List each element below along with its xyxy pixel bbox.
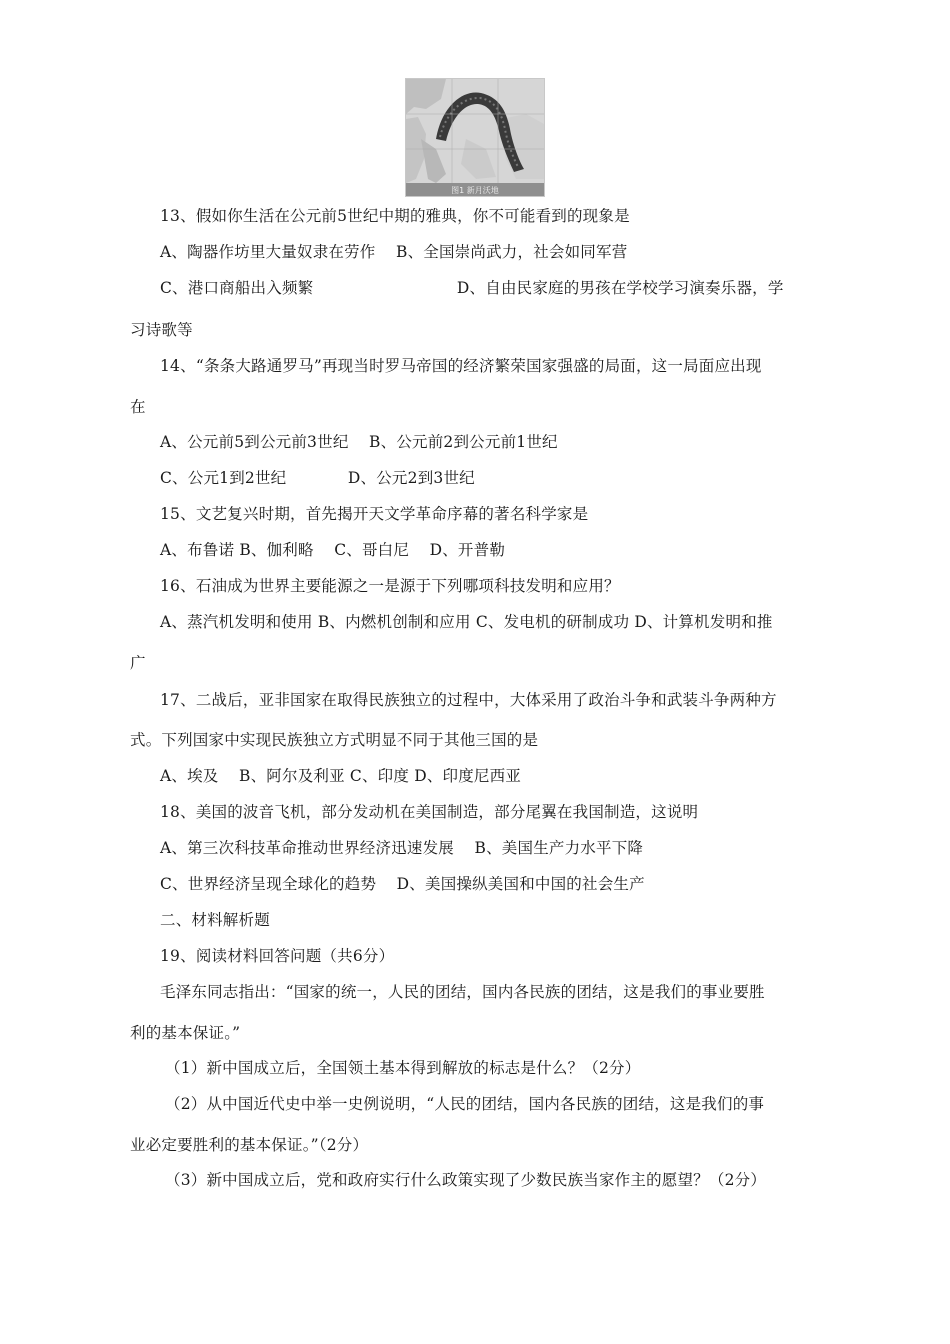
- q14-options-cd: C、公元1到2世纪 D、公元2到3世纪: [160, 469, 475, 487]
- material-quote: 毛泽东同志指出：“国家的统一，人民的团结，国内各民族的团结，这是我们的事业要胜: [160, 983, 765, 1001]
- question-19: 19、阅读材料回答问题（共6分）: [160, 947, 395, 965]
- q15-options: A、布鲁诺 B、伽利略 C、哥白尼 D、开普勒: [160, 541, 506, 559]
- q19-sub-3: （3）新中国成立后，党和政府实行什么政策实现了少数民族当家作主的愿望？（2分）: [165, 1171, 767, 1189]
- question-14: 14、“条条大路通罗马”再现当时罗马帝国的经济繁荣国家强盛的局面，这一局面应出现: [160, 357, 762, 375]
- fertile-crescent-map-figure: [405, 78, 545, 197]
- q19-sub-2: （2）从中国近代史中举一史例说明，“人民的团结，国内各民族的团结，这是我们的事: [165, 1095, 765, 1113]
- q18-options-ab: A、第三次科技革命推动世界经济迅速发展 B、美国生产力水平下降: [160, 839, 644, 857]
- section-heading-material-analysis: 二、材料解析题: [160, 911, 270, 929]
- material-quote-continued: 利的基本保证。”: [130, 1024, 241, 1042]
- q19-sub-2-continued: 业必定要胜利的基本保证。”（2分）: [130, 1136, 369, 1154]
- q17-options: A、埃及 B、阿尔及利亚 C、印度 D、印度尼西亚: [160, 767, 522, 785]
- question-15: 15、文艺复兴时期，首先揭开天文学革命序幕的著名科学家是: [160, 505, 589, 523]
- map-image: [406, 79, 544, 196]
- question-17: 17、二战后，亚非国家在取得民族独立的过程中，大体采用了政治斗争和武装斗争两种方: [160, 691, 777, 709]
- figure-caption: 图1 新月沃地: [451, 186, 499, 195]
- q13-options-cd: C、港口商船出入频繁 D、自由民家庭的男孩在学校学习演奏乐器，学: [160, 279, 784, 297]
- q14-options-ab: A、公元前5到公元前3世纪 B、公元前2到公元前1世纪: [160, 433, 558, 451]
- q19-sub-1: （1）新中国成立后，全国领土基本得到解放的标志是什么？（2分）: [165, 1059, 641, 1077]
- q16-options-continued: 广: [130, 654, 146, 672]
- question-18: 18、美国的波音飞机，部分发动机在美国制造，部分尾翼在我国制造，这说明: [160, 803, 699, 821]
- question-16: 16、石油成为世界主要能源之一是源于下列哪项科技发明和应用？: [160, 577, 620, 595]
- q13-options-ab: A、陶器作坊里大量奴隶在劳作 B、全国崇尚武力，社会如同军营: [160, 243, 628, 261]
- question-14-continued: 在: [130, 398, 146, 416]
- q18-options-cd: C、世界经济呈现全球化的趋势 D、美国操纵美国和中国的社会生产: [160, 875, 645, 893]
- q13-option-d-continued: 习诗歌等: [130, 321, 193, 339]
- question-13: 13、假如你生活在公元前5世纪中期的雅典，你不可能看到的现象是: [160, 207, 630, 225]
- question-17-continued: 式。下列国家中实现民族独立方式明显不同于其他三国的是: [130, 731, 539, 749]
- q16-options: A、蒸汽机发明和使用 B、内燃机创制和应用 C、发电机的研制成功 D、计算机发明和推: [160, 613, 773, 631]
